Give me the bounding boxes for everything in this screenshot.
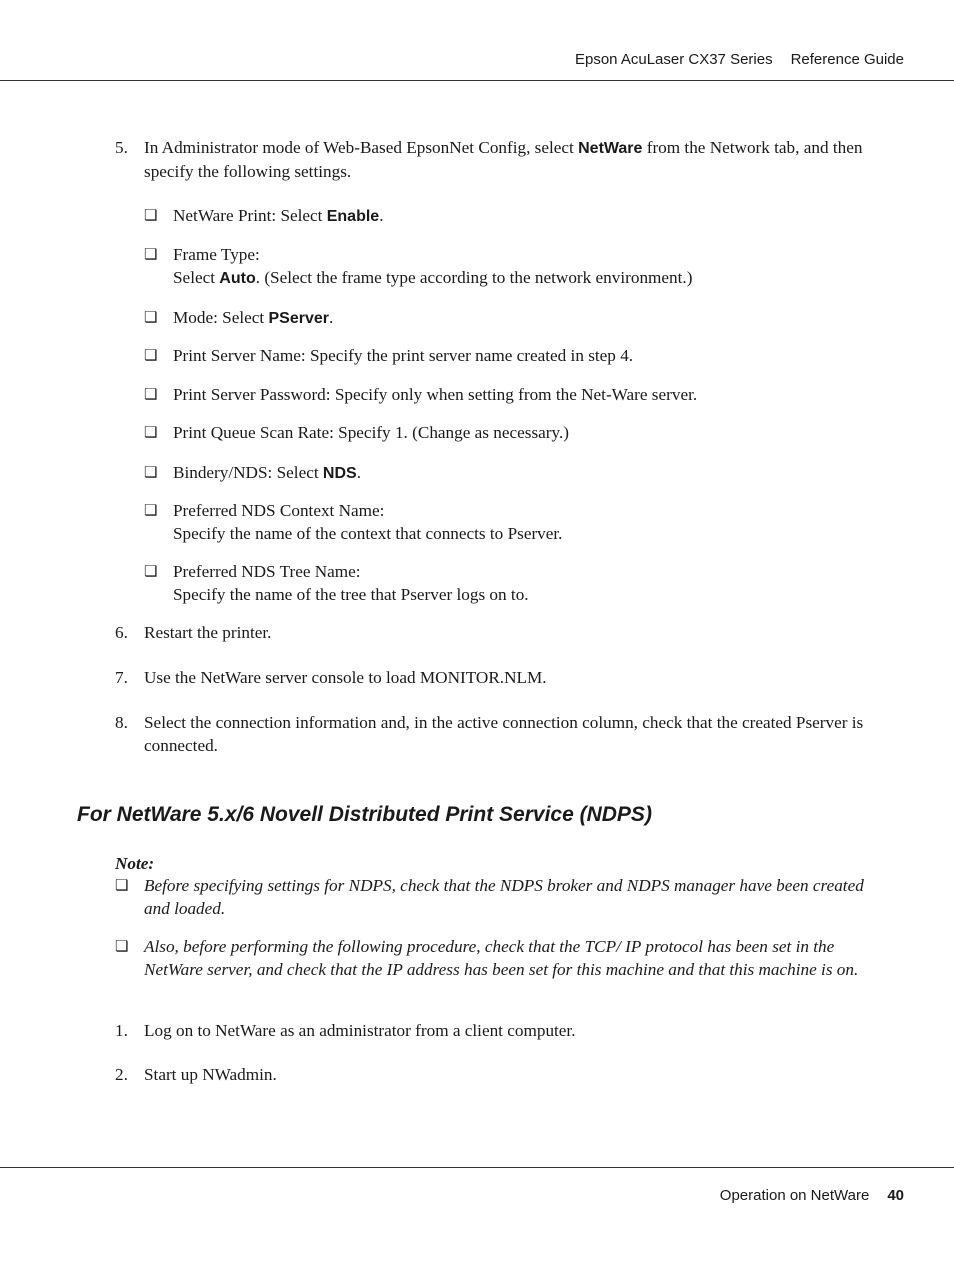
- header-rule: [0, 80, 954, 81]
- setting-item: [0, 462, 954, 486]
- setting-item: [0, 561, 954, 609]
- setting-item: [0, 500, 954, 548]
- step-number: 2.: [115, 1065, 128, 1084]
- note-item: [0, 936, 954, 1006]
- checkbox-bullet-icon: ❏: [144, 348, 158, 364]
- note-text: Also, before performing the following procedure, check that the TCP/ IP protocol has been set in the NetWare server, and check that the IP address has been set for this machine and that this machine is on.: [144, 937, 859, 979]
- setting-text: Print Server Name: Specify the print server name created in step 4.: [173, 346, 634, 365]
- step-7: [0, 667, 954, 691]
- section-heading: For NetWare 5.x/6 Novell Distributed Print Service (NDPS): [77, 803, 652, 826]
- step-1: [0, 1020, 954, 1044]
- setting-item: [0, 205, 954, 229]
- checkbox-bullet-icon: ❏: [115, 878, 129, 894]
- step-number: 1.: [115, 1021, 128, 1040]
- header-product: Epson AcuLaser CX37 Series: [574, 51, 773, 68]
- checkbox-bullet-icon: ❏: [144, 310, 158, 326]
- footer-rule: [0, 1167, 954, 1168]
- checkbox-bullet-icon: ❏: [144, 208, 158, 224]
- checkbox-bullet-icon: ❏: [115, 939, 129, 955]
- step-number: 6.: [115, 623, 128, 642]
- setting-text: Mode: Select PServer.: [173, 308, 334, 327]
- setting-text: Preferred NDS Context Name: Specify the name of the context that connects to Pserver.: [173, 501, 563, 543]
- step-number: 7.: [115, 668, 128, 687]
- checkbox-bullet-icon: ❏: [144, 503, 158, 519]
- running-footer: [720, 1187, 904, 1204]
- setting-item: [0, 345, 954, 369]
- setting-item: [0, 422, 954, 446]
- checkbox-bullet-icon: ❏: [144, 465, 158, 481]
- setting-item: [0, 384, 954, 408]
- checkbox-bullet-icon: ❏: [144, 387, 158, 403]
- checkbox-bullet-icon: ❏: [144, 247, 158, 263]
- checkbox-bullet-icon: ❏: [144, 564, 158, 580]
- note-label: Note:: [115, 854, 155, 873]
- footer-section: Operation on NetWare: [719, 1187, 870, 1204]
- step-number: 8.: [115, 713, 128, 732]
- step-2: [0, 1064, 954, 1088]
- setting-text: Bindery/NDS: Select NDS.: [173, 463, 361, 482]
- setting-text: Print Queue Scan Rate: Specify 1. (Change as necessary.): [173, 423, 569, 442]
- step-text: Log on to NetWare as an administrator from a client computer.: [144, 1021, 576, 1040]
- setting-text: Preferred NDS Tree Name: Specify the name of the tree that Pserver logs on to.: [173, 562, 529, 604]
- running-header: [575, 51, 904, 68]
- checkbox-bullet-icon: ❏: [144, 425, 158, 441]
- step-6: [0, 622, 954, 646]
- setting-text: Print Server Password: Specify only when setting from the Net-Ware server.: [173, 385, 698, 404]
- step-text: Start up NWadmin.: [144, 1065, 277, 1084]
- header-guide: Reference Guide: [790, 51, 904, 68]
- page-number: 40: [887, 1187, 904, 1204]
- note-text: Before specifying settings for NDPS, check that the NDPS broker and NDPS manager have been created and loaded.: [144, 876, 864, 918]
- step-number: 5.: [115, 138, 128, 157]
- setting-text: Frame Type: Select Auto. (Select the frame type according to the network environment.): [173, 245, 693, 287]
- setting-item: [0, 244, 954, 292]
- setting-text: NetWare Print: Select Enable.: [173, 206, 384, 225]
- setting-item: [0, 307, 954, 331]
- step-8: [0, 712, 954, 760]
- step-text: Select the connection information and, in the active connection column, check that the created Pserver is connected.: [144, 713, 864, 755]
- step-text: Restart the printer.: [144, 623, 272, 642]
- step-5: [0, 137, 954, 187]
- step-text: Use the NetWare server console to load MONITOR.NLM.: [144, 668, 547, 687]
- step-text: In Administrator mode of Web-Based EpsonNet Config, select NetWare from the Network tab, and then specify the following settings.: [144, 138, 863, 181]
- note-item: [0, 875, 954, 923]
